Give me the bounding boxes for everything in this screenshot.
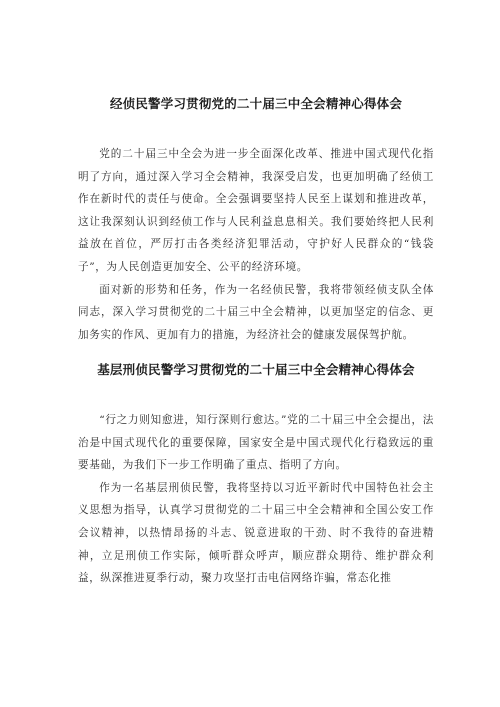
article-paragraph: 党的二十届三中全会为进一步全面深化改革、推进中国式现代化指明了方向，通过深入学习全会精神，我深受启发，也更加明确了经侦工作在新时代的责任与使命。全会强调要坚持人民至上谋划和推进改革，这让我深刻认识到经侦工作与人民利益息息相关。我们要始终把人民利益放在首位，严厉打击各类经济犯罪活动，守护好人民群众的“钱袋子”，为人民创造更加安全、公平的经济环境。: [78, 148, 434, 273]
article-paragraph: “行之力则知愈进，知行深则行愈达。”党的二十届三中全会提出，法治是中国式现代化的重要保障，国家安全是中国式现代化行稳致远的重要基础，为我们下一步工作明确了重点、指明了方向。: [78, 414, 434, 472]
article-title: 基层刑侦民警学习贯彻党的二十届三中全会精神心得体会: [97, 362, 415, 377]
article-criminal-police: [78, 359, 434, 590]
article-paragraph: 面对新的形势和任务，作为一名经侦民警，我将带领经侦支队全体同志，深入学习贯彻党的二十届三中全会精神，以更加坚定的信念、更加务实的作风、更加有力的措施，为经济社会的健康发展保驾护航。: [78, 283, 434, 341]
article-paragraph: 作为一名基层刑侦民警，我将坚持以习近平新时代中国特色社会主义思想为指导，认真学习贯彻党的二十届三中全会精神和全国公安工作会议精神，以热情昂扬的斗志、锐意进取的干劲、时不我待的奋进精神，立足刑侦工作实际，倾听群众呼声，顺应群众期待、维护群众利益，纵深推进夏季行动，聚力攻坚打击电信网络诈骗，常态化推: [78, 481, 434, 585]
article-economic-police: [78, 93, 434, 346]
article-title: 经侦民警学习贯彻党的二十届三中全会精神心得体会: [109, 96, 403, 111]
